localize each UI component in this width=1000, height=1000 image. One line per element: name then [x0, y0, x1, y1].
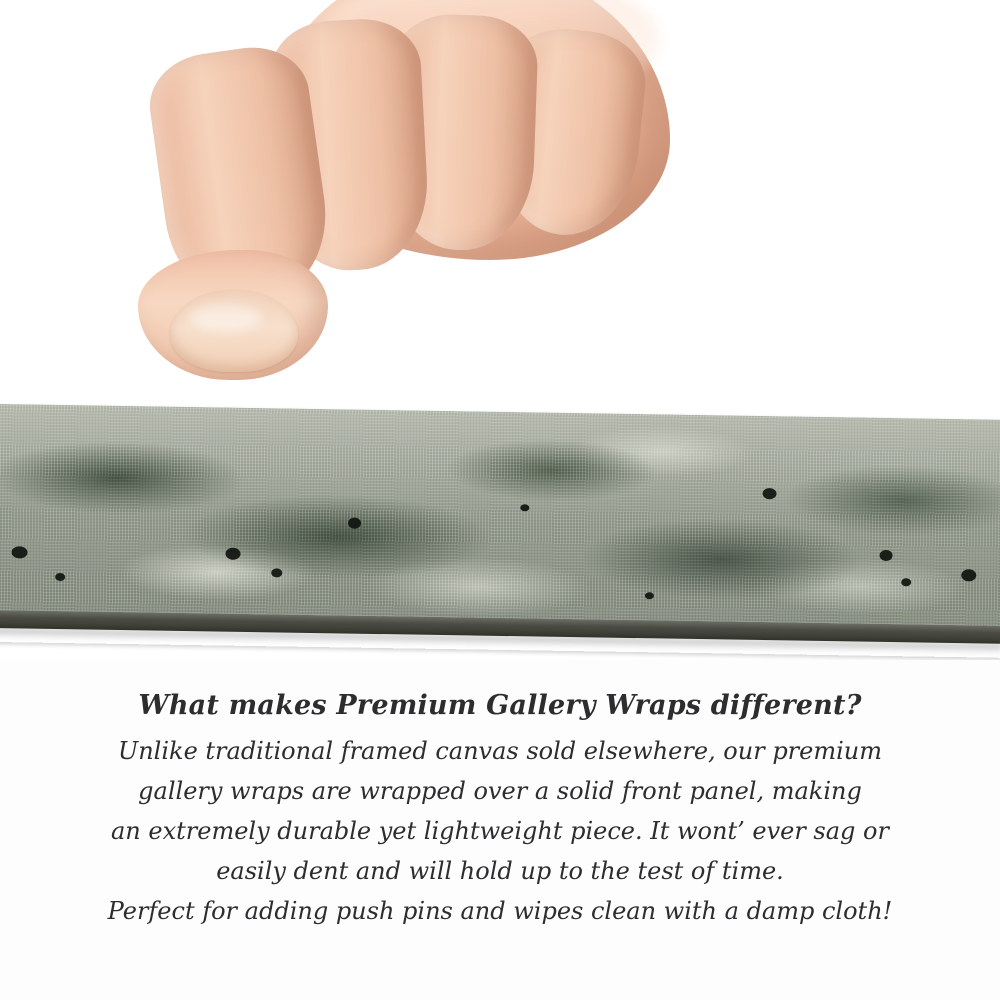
- canvas-speck: [961, 569, 976, 581]
- canvas-speck: [225, 548, 240, 560]
- canvas-speck: [520, 504, 529, 511]
- caption-block: [0, 690, 1000, 931]
- caption-line: an extremely durable yet lightweight piece. It wont’ ever sag or: [111, 817, 889, 845]
- caption-line: Perfect for adding push pins and wipes clean with a damp cloth!: [107, 897, 893, 925]
- thumbnail-highlight: [190, 304, 262, 332]
- caption-line: easily dent and will hold up to the test of time.: [216, 857, 784, 885]
- caption-line: Unlike traditional framed canvas sold elsewhere, our premium: [117, 737, 882, 765]
- hand-pressing-icon: [120, 0, 680, 430]
- gallery-wrap-canvas: [0, 404, 1000, 658]
- caption-body: [0, 731, 1000, 931]
- canvas-speck: [55, 573, 65, 581]
- canvas-speck: [11, 546, 27, 558]
- canvas-weave-texture: [0, 404, 1000, 626]
- canvas-speck: [271, 568, 282, 577]
- canvas-speck: [762, 488, 776, 499]
- canvas-speck: [901, 578, 911, 586]
- caption-line: gallery wraps are wrapped over a solid front panel, making: [138, 777, 862, 805]
- canvas-speck: [645, 592, 654, 599]
- canvas-speck: [348, 518, 361, 529]
- caption-heading: What makes Premium Gallery Wraps different?: [138, 690, 862, 721]
- canvas-speck: [880, 550, 893, 561]
